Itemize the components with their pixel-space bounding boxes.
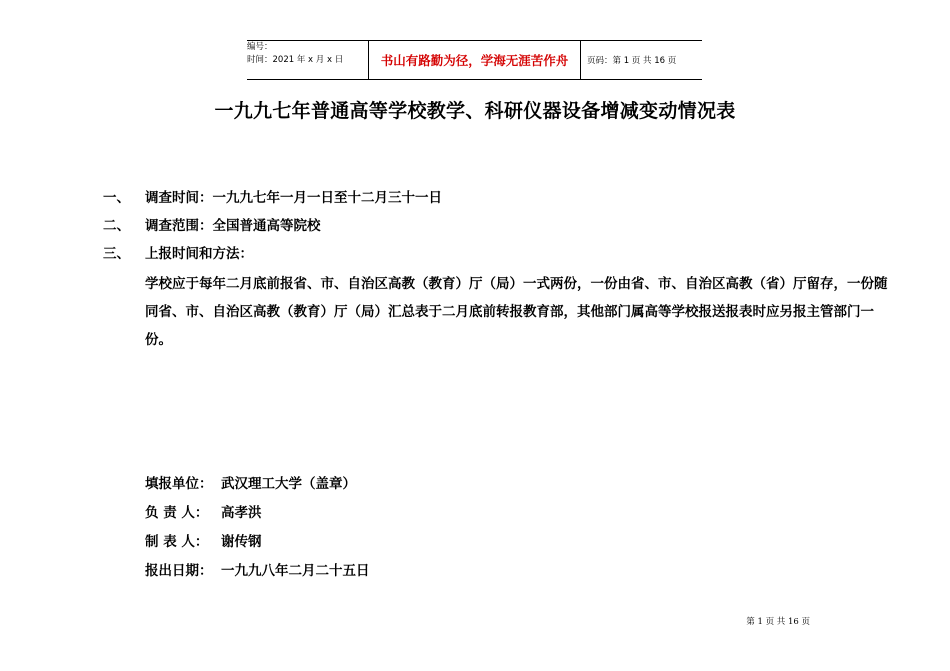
method-paragraph: 学校应于每年二月底前报省、市、自治区高教（教育）厅（局）一式两份，一份由省、市、自治区高教（省）厅留存，一份随同省、市、自治区高教（教育）厅（局）汇总表于二月底前转报教育部，其他部门属高等学校报送报表时应另报主管部门一份。: [145, 276, 888, 348]
item-number: 一、: [103, 190, 130, 206]
info-label: 填报单位：: [145, 476, 213, 492]
header-page-label: 页码：第 1 页 共 16 页: [587, 56, 677, 66]
time-label: 时间：2021 年 x 月 x 日: [247, 55, 344, 65]
info-label: 负 责 人：: [145, 505, 209, 521]
info-value: 武汉理工大学（盖章）: [221, 476, 356, 492]
header-motto: 书山有路勤为径，学海无涯苦作舟: [368, 41, 581, 79]
header-meta: [247, 41, 368, 79]
page-footer: 第 1 页 共 16 页: [746, 617, 810, 627]
info-label: 报出日期：: [145, 563, 213, 579]
item-number: 二、: [103, 218, 130, 234]
item-text: 调查时间：一九九七年一月一日至十二月三十一日: [145, 190, 442, 206]
info-responsible-person: [145, 501, 262, 521]
info-report-date: [145, 559, 370, 579]
code-label: 编号：: [247, 42, 273, 52]
item-number: 三、: [103, 246, 130, 262]
item-text: 调查范围：全国普通高等院校: [145, 218, 321, 234]
info-label: 制 表 人：: [145, 534, 209, 550]
info-value: 高孝洪: [221, 505, 262, 521]
info-value: 一九九八年二月二十五日: [221, 563, 370, 579]
info-value: 谢传钢: [221, 534, 262, 550]
info-table-maker: [145, 530, 262, 550]
item-text: 上报时间和方法：: [145, 246, 253, 262]
header-table: [247, 40, 702, 80]
document-title: 一九九七年普通高等学校教学、科研仪器设备增减变动情况表: [214, 100, 736, 122]
info-reporting-unit: [145, 472, 356, 492]
